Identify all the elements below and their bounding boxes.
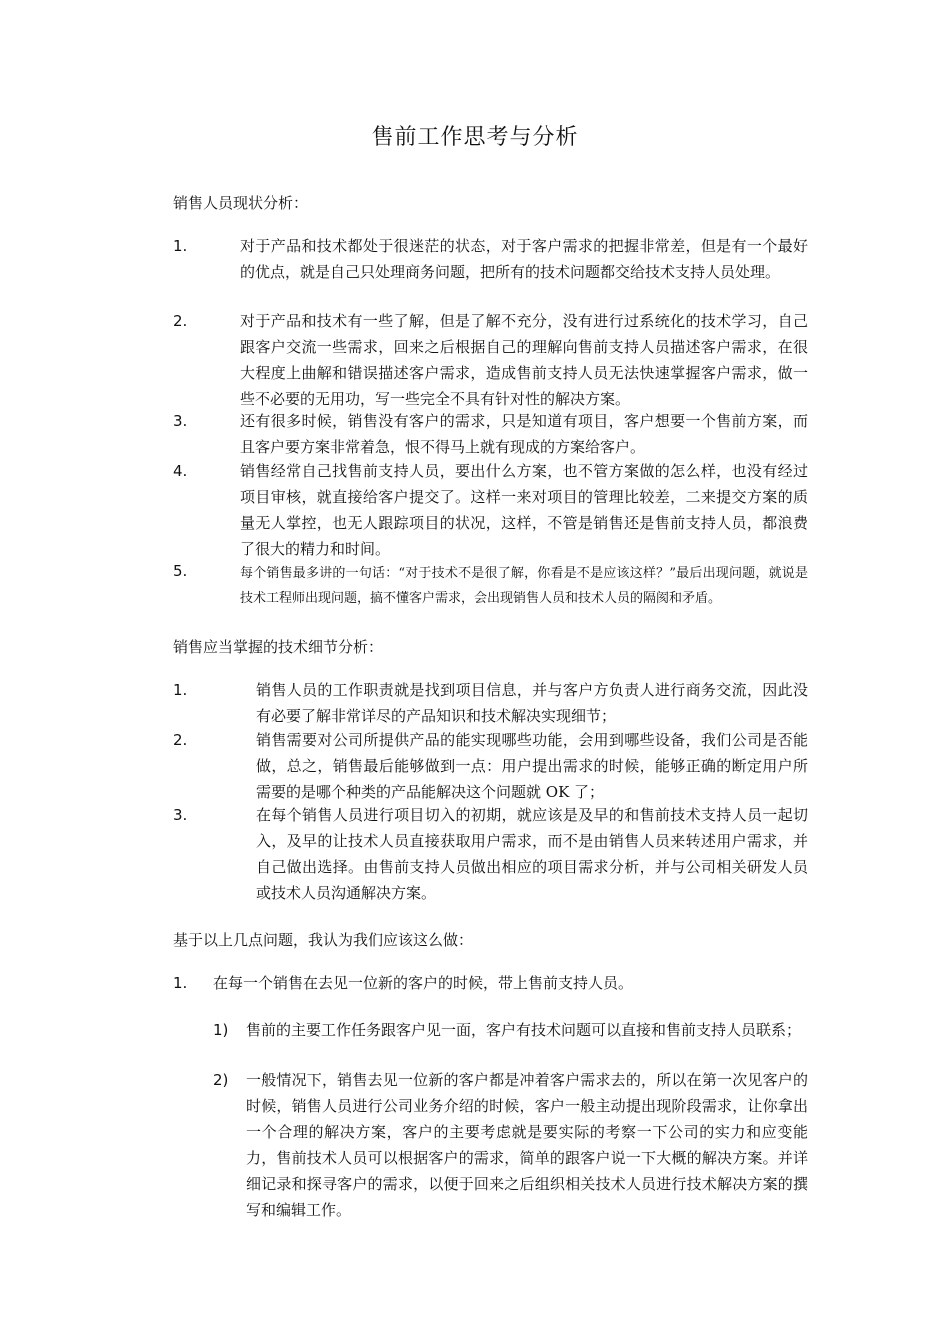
sub-list-number: 1) — [213, 1021, 229, 1039]
list-item: 销售需要对公司所提供产品的能实现哪些功能，会用到哪些设备，我们公司是否能做，总之，销售最后能够做到一点：用户提出需求的时候，能够正确的断定用户所需要的是哪个种类的产品能解决这个问题就 OK 了； — [256, 731, 808, 801]
list-number: 5. — [173, 562, 188, 580]
list-item: 对于产品和技术有一些了解，但是了解不充分，没有进行过系统化的技术学习，自己跟客户交流一些需求，回来之后根据自己的理解向售前支持人员描述客户需求，在很大程度上曲解和错误描述客户需求，造成售前支持人员无法快速掌握客户需求，做一些不必要的无用功，写一些完全不具有针对性的解决方案。 — [240, 312, 808, 408]
list-item: 在每一个销售在去见一位新的客户的时候，带上售前支持人员。 — [213, 974, 634, 992]
section-heading-proposal: 基于以上几点问题，我认为我们应该这么做： — [173, 931, 474, 949]
section-heading-status: 销售人员现状分析： — [173, 194, 309, 212]
sub-list-item: 一般情况下，销售去见一位新的客户都是冲着客户需求去的，所以在第一次见客户的时候，销售人员进行公司业务介绍的时候，客户一般主动提出现阶段需求，让你拿出一个合理的解决方案，客户的主要考虑就是要实际的考察一下公司的实力和应变能力，售前技术人员可以根据客户的需求，简单的跟客户说一下大概的解决方案。并详细记录和探寻客户的需求，以便于回来之后组织相关技术人员进行技术解决方案的撰写和编辑工作。 — [246, 1071, 808, 1219]
list-number: 1. — [173, 974, 188, 992]
list-item: 还有很多时候，销售没有客户的需求，只是知道有项目，客户想要一个售前方案，而且客户要方案非常着急，恨不得马上就有现成的方案给客户。 — [240, 412, 808, 456]
section-heading-tech-details: 销售应当掌握的技术细节分析： — [173, 638, 384, 656]
list-number: 3. — [173, 412, 188, 430]
list-item: 销售人员的工作职责就是找到项目信息，并与客户方负责人进行商务交流，因此没有必要了解非常详尽的产品知识和技术解决实现细节； — [256, 681, 808, 725]
list-number: 1. — [173, 237, 188, 255]
list-item: 在每个销售人员进行项目切入的初期，就应该是及早的和售前技术支持人员一起切入，及早的让技术人员直接获取用户需求，而不是由销售人员来转述用户需求，并自己做出选择。由售前支持人员做出相应的项目需求分析，并与公司相关研发人员或技术人员沟通解决方案。 — [256, 806, 808, 902]
list-number: 2. — [173, 312, 188, 330]
sub-list-item: 售前的主要工作任务跟客户见一面，客户有技术问题可以直接和售前支持人员联系； — [246, 1021, 802, 1039]
sub-list-number: 2) — [213, 1071, 229, 1089]
list-number: 2. — [173, 731, 188, 749]
list-number: 4. — [173, 462, 188, 480]
list-number: 1. — [173, 681, 188, 699]
list-item: 每个销售最多讲的一句话：“对于技术不是很了解，你看是不是应该这样？”最后出现问题，就说是技术工程师出现问题，搞不懂客户需求，会出现销售人员和技术人员的隔阂和矛盾。 — [240, 566, 808, 606]
list-item: 销售经常自己找售前支持人员，要出什么方案，也不管方案做的怎么样，也没有经过项目审核，就直接给客户提交了。这样一来对项目的管理比较差，二来提交方案的质量无人掌控，也无人跟踪项目的状况，这样，不管是销售还是售前支持人员，都浪费了很大的精力和时间。 — [240, 462, 808, 558]
list-item: 对于产品和技术都处于很迷茫的状态，对于客户需求的把握非常差，但是有一个最好的优点，就是自己只处理商务问题，把所有的技术问题都交给技术支持人员处理。 — [240, 237, 808, 281]
list-number: 3. — [173, 806, 188, 824]
document-title: 售前工作思考与分析 — [371, 125, 579, 150]
